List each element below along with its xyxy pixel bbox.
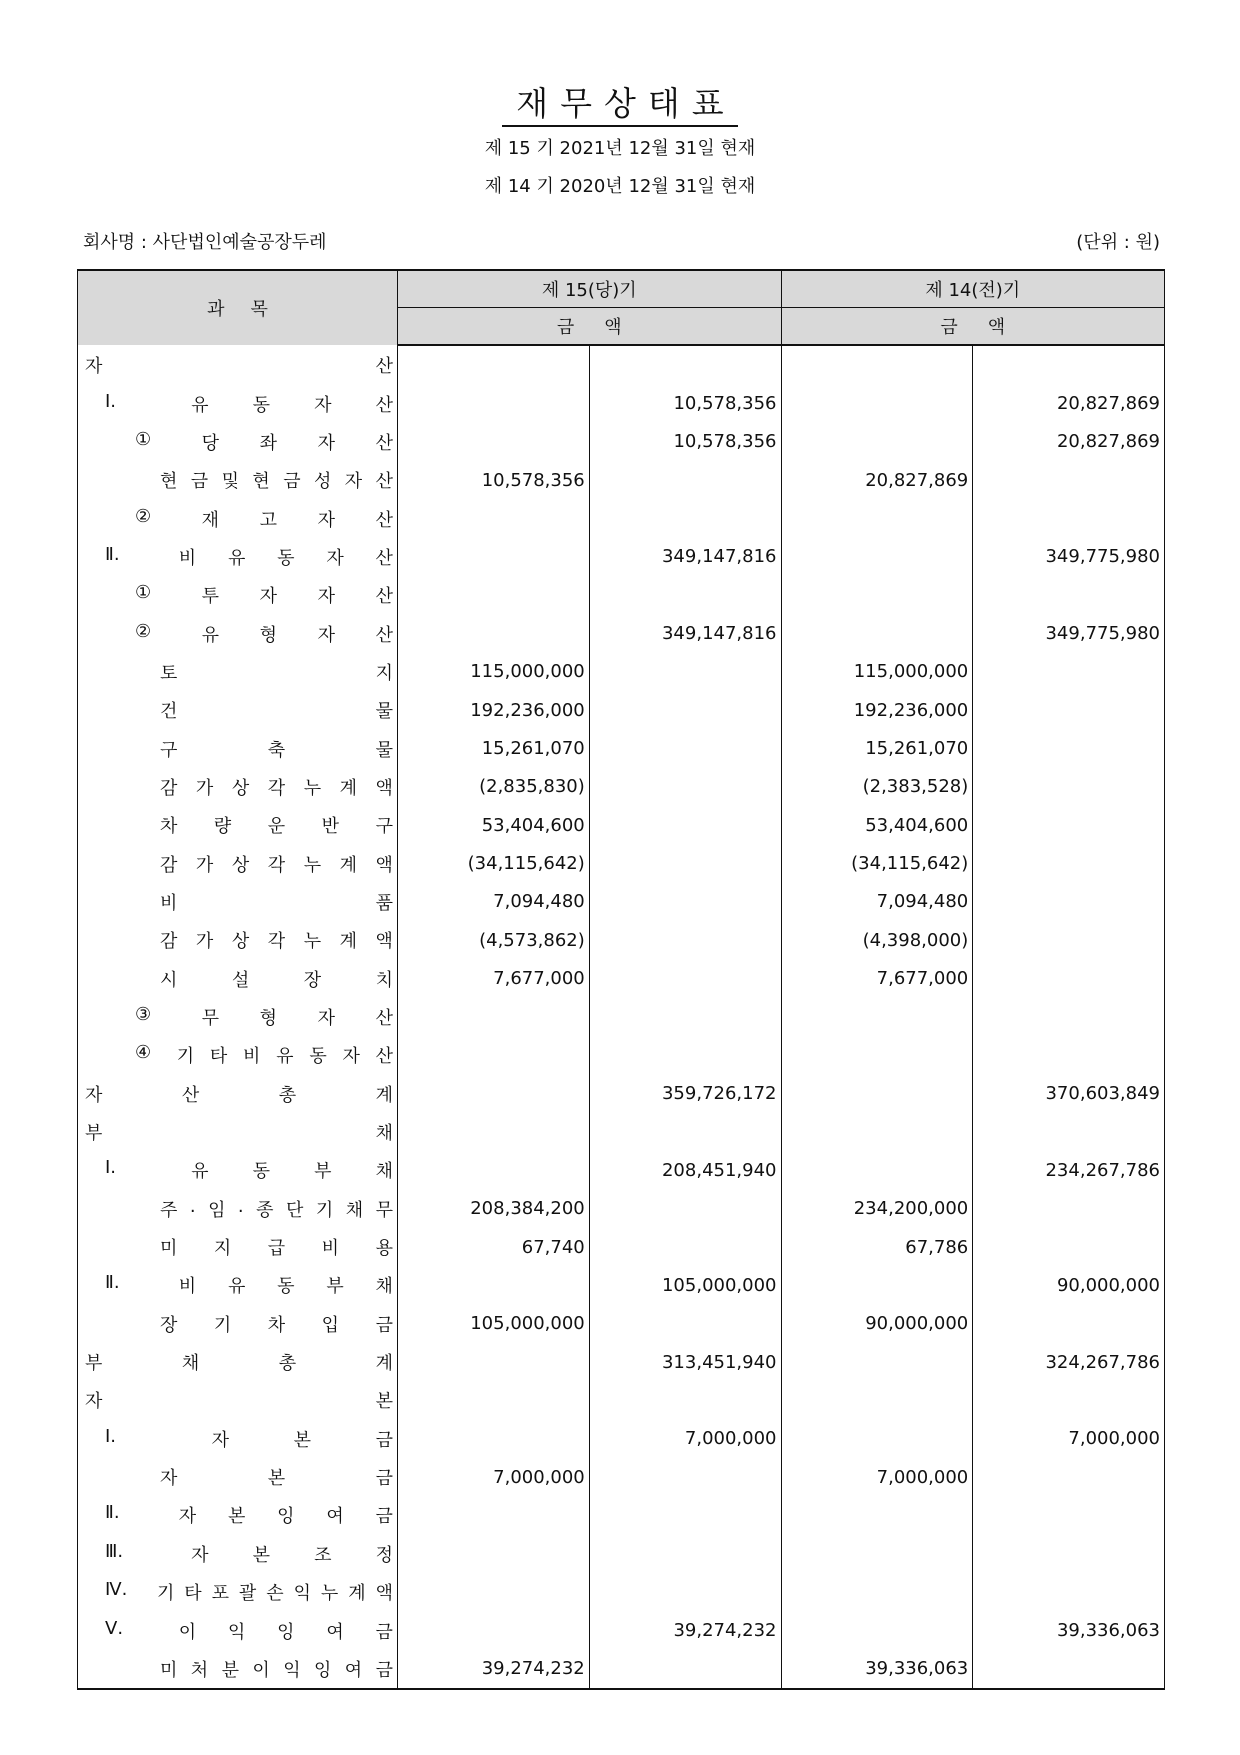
prior-total-amount: 349,775,980 — [973, 614, 1165, 652]
account-label: ② 유 형 자 산 — [135, 620, 393, 646]
current-detail-amount — [398, 423, 590, 461]
account-label: 부 채 — [85, 1123, 393, 1145]
table-row — [78, 1573, 1165, 1611]
prior-detail-amount — [781, 576, 973, 614]
account-label: 비 품 — [160, 892, 393, 914]
current-detail-amount: 115,000,000 — [398, 653, 590, 691]
prior-detail-amount — [781, 1151, 973, 1189]
current-detail-amount — [398, 1535, 590, 1573]
table-row — [78, 1535, 1165, 1573]
account-cell — [78, 461, 398, 499]
account-label: 감 가 상 각 누 계 액 — [160, 931, 393, 953]
table-row — [78, 1650, 1165, 1689]
current-total-amount — [589, 768, 781, 806]
prior-detail-amount — [781, 499, 973, 537]
prior-detail-amount — [781, 1611, 973, 1649]
prior-total-amount: 20,827,869 — [973, 423, 1165, 461]
current-total-amount — [589, 729, 781, 767]
account-prefix: Ⅴ. — [105, 1617, 124, 1639]
account-prefix: Ⅱ. — [105, 1272, 120, 1294]
account-cell — [78, 1573, 398, 1611]
account-prefix: ② — [135, 620, 152, 642]
current-detail-amount: 53,404,600 — [398, 806, 590, 844]
account-label: 장 기 차 입 금 — [160, 1314, 393, 1336]
account-label: 미 지 급 비 용 — [160, 1238, 393, 1260]
account-cell — [78, 614, 398, 652]
current-detail-amount: 7,000,000 — [398, 1458, 590, 1496]
company-name: 회사명 : 사단법인예술공장두레 — [83, 232, 327, 253]
account-prefix: Ⅱ. — [105, 1502, 120, 1524]
prior-total-amount — [973, 921, 1165, 959]
account-cell — [78, 883, 398, 921]
prior-detail-amount: 192,236,000 — [781, 691, 973, 729]
table-row — [78, 1381, 1165, 1419]
prior-total-amount — [973, 883, 1165, 921]
current-detail-amount: 208,384,200 — [398, 1190, 590, 1228]
current-detail-amount — [398, 614, 590, 652]
prior-detail-amount: (4,398,000) — [781, 921, 973, 959]
current-total-amount — [589, 1305, 781, 1343]
account-cell — [78, 1420, 398, 1458]
current-detail-amount — [398, 1343, 590, 1381]
current-detail-amount — [398, 1611, 590, 1649]
current-detail-amount: 15,261,070 — [398, 729, 590, 767]
prior-detail-amount: 234,200,000 — [781, 1190, 973, 1228]
current-total-amount — [589, 653, 781, 691]
prior-detail-amount — [781, 1535, 973, 1573]
current-detail-amount — [398, 1381, 590, 1419]
account-label: Ⅱ. 비 유 동 부 채 — [105, 1272, 393, 1298]
account-prefix: Ⅰ. — [105, 1425, 117, 1447]
current-detail-amount — [398, 576, 590, 614]
current-detail-amount: 39,274,232 — [398, 1650, 590, 1689]
account-cell — [78, 345, 398, 384]
table-row — [78, 806, 1165, 844]
prior-total-amount — [973, 1496, 1165, 1534]
table-row — [78, 1075, 1165, 1113]
prior-detail-amount: 20,827,869 — [781, 461, 973, 499]
account-cell — [78, 921, 398, 959]
prior-period-header: 제 14(전)기 — [781, 270, 1165, 308]
current-total-amount — [589, 1381, 781, 1419]
account-cell — [78, 1381, 398, 1419]
account-cell — [78, 998, 398, 1036]
table-row — [78, 768, 1165, 806]
current-period-header: 제 15(당)기 — [398, 270, 782, 308]
prior-total-amount — [973, 1113, 1165, 1151]
account-label: Ⅴ. 이 익 잉 여 금 — [105, 1617, 393, 1643]
prior-detail-amount: 115,000,000 — [781, 653, 973, 691]
prior-detail-amount: 90,000,000 — [781, 1305, 973, 1343]
prior-total-amount: 370,603,849 — [973, 1075, 1165, 1113]
current-total-amount — [589, 499, 781, 537]
account-label: 자 본 — [85, 1391, 393, 1413]
prior-period-date: 제 14 기 2020년 12월 31일 현재 — [484, 176, 756, 197]
account-label: ① 당 좌 자 산 — [135, 428, 393, 454]
prior-total-amount — [973, 1458, 1165, 1496]
account-label: 부 채 총 계 — [85, 1353, 393, 1375]
account-cell — [78, 1496, 398, 1534]
current-amount-header: 금액 — [398, 308, 782, 346]
account-label: 자 본 금 — [160, 1468, 393, 1490]
prior-total-amount — [973, 768, 1165, 806]
current-total-amount — [589, 1573, 781, 1611]
table-row — [78, 1190, 1165, 1228]
prior-total-amount: 324,267,786 — [973, 1343, 1165, 1381]
prior-total-amount — [973, 806, 1165, 844]
prior-detail-amount — [781, 384, 973, 422]
account-prefix: ① — [135, 582, 152, 604]
account-cell — [78, 1113, 398, 1151]
table-row — [78, 1420, 1165, 1458]
prior-total-amount — [973, 960, 1165, 998]
prior-detail-amount — [781, 1420, 973, 1458]
account-label: 현 금 및 현 금 성 자 산 — [160, 471, 393, 493]
account-cell — [78, 653, 398, 691]
current-total-amount: 208,451,940 — [589, 1151, 781, 1189]
account-label: 감 가 상 각 누 계 액 — [160, 854, 393, 876]
current-detail-amount — [398, 1075, 590, 1113]
current-detail-amount — [398, 1151, 590, 1189]
current-detail-amount: (2,835,830) — [398, 768, 590, 806]
account-cell — [78, 691, 398, 729]
account-cell — [78, 499, 398, 537]
prior-detail-amount — [781, 1381, 973, 1419]
table-row — [78, 614, 1165, 652]
prior-detail-amount — [781, 1496, 973, 1534]
prior-total-amount — [973, 1381, 1165, 1419]
table-row — [78, 883, 1165, 921]
table-row — [78, 1228, 1165, 1266]
account-cell — [78, 538, 398, 576]
table-row — [78, 1036, 1165, 1074]
table-row — [78, 538, 1165, 576]
prior-total-amount — [973, 345, 1165, 384]
current-total-amount — [589, 1458, 781, 1496]
prior-detail-amount: 7,000,000 — [781, 1458, 973, 1496]
prior-total-amount — [973, 1036, 1165, 1074]
table-row — [78, 998, 1165, 1036]
current-total-amount: 39,274,232 — [589, 1611, 781, 1649]
account-label: 토 지 — [160, 662, 393, 684]
table-row — [78, 499, 1165, 537]
prior-detail-amount — [781, 423, 973, 461]
prior-total-amount: 349,775,980 — [973, 538, 1165, 576]
current-detail-amount — [398, 1573, 590, 1611]
account-label: Ⅲ. 자 본 조 정 — [105, 1540, 393, 1566]
prior-detail-amount: 15,261,070 — [781, 729, 973, 767]
account-cell — [78, 1458, 398, 1496]
table-row — [78, 1266, 1165, 1304]
prior-total-amount — [973, 576, 1165, 614]
current-total-amount: 10,578,356 — [589, 384, 781, 422]
account-label: Ⅱ. 자 본 잉 여 금 — [105, 1502, 393, 1528]
current-detail-amount — [398, 1036, 590, 1074]
current-total-amount — [589, 345, 781, 384]
prior-total-amount — [973, 1650, 1165, 1689]
account-label: ④ 기 타 비 유 동 자 산 — [135, 1042, 393, 1068]
account-cell — [78, 1611, 398, 1649]
account-label: Ⅱ. 비 유 동 자 산 — [105, 543, 393, 569]
current-total-amount — [589, 1190, 781, 1228]
current-total-amount — [589, 576, 781, 614]
current-detail-amount: (34,115,642) — [398, 844, 590, 882]
current-total-amount — [589, 883, 781, 921]
account-cell — [78, 960, 398, 998]
current-total-amount: 349,147,816 — [589, 538, 781, 576]
prior-total-amount: 20,827,869 — [973, 384, 1165, 422]
current-total-amount — [589, 1113, 781, 1151]
prior-total-amount — [973, 691, 1165, 729]
prior-total-amount: 234,267,786 — [973, 1151, 1165, 1189]
table-row — [78, 1496, 1165, 1534]
prior-detail-amount — [781, 1266, 973, 1304]
prior-detail-amount: (34,115,642) — [781, 844, 973, 882]
account-prefix: Ⅱ. — [105, 543, 120, 565]
table-row — [78, 1113, 1165, 1151]
prior-detail-amount — [781, 1113, 973, 1151]
prior-detail-amount — [781, 1343, 973, 1381]
account-cell — [78, 1075, 398, 1113]
current-detail-amount — [398, 998, 590, 1036]
current-total-amount — [589, 921, 781, 959]
account-prefix: Ⅳ. — [105, 1579, 128, 1601]
current-total-amount — [589, 1650, 781, 1689]
prior-detail-amount — [781, 538, 973, 576]
table-row — [78, 691, 1165, 729]
account-cell — [78, 729, 398, 767]
account-cell — [78, 1535, 398, 1573]
current-detail-amount — [398, 345, 590, 384]
prior-detail-amount: 7,094,480 — [781, 883, 973, 921]
current-total-amount: 7,000,000 — [589, 1420, 781, 1458]
currency-unit: (단위 : 원) — [1076, 232, 1160, 253]
current-detail-amount — [398, 499, 590, 537]
prior-total-amount — [973, 1305, 1165, 1343]
account-cell — [78, 768, 398, 806]
prior-total-amount — [973, 729, 1165, 767]
account-label: ① 투 자 자 산 — [135, 582, 393, 608]
account-prefix: Ⅰ. — [105, 1157, 117, 1179]
account-cell — [78, 1036, 398, 1074]
current-total-amount — [589, 998, 781, 1036]
current-detail-amount: 67,740 — [398, 1228, 590, 1266]
account-label: ② 재 고 자 산 — [135, 505, 393, 531]
account-label: Ⅰ. 유 동 부 채 — [105, 1157, 393, 1183]
table-row — [78, 461, 1165, 499]
current-total-amount — [589, 1496, 781, 1534]
prior-detail-amount — [781, 345, 973, 384]
prior-total-amount — [973, 1573, 1165, 1611]
current-detail-amount — [398, 538, 590, 576]
current-period-date: 제 15 기 2021년 12월 31일 현재 — [484, 138, 756, 159]
prior-total-amount — [973, 461, 1165, 499]
account-label: 감 가 상 각 누 계 액 — [160, 777, 393, 799]
current-detail-amount: 7,094,480 — [398, 883, 590, 921]
prior-total-amount — [973, 998, 1165, 1036]
current-total-amount — [589, 1036, 781, 1074]
prior-detail-amount — [781, 1573, 973, 1611]
prior-total-amount — [973, 844, 1165, 882]
table-body — [78, 345, 1165, 1689]
account-prefix: ④ — [135, 1042, 152, 1064]
current-detail-amount — [398, 384, 590, 422]
current-total-amount — [589, 461, 781, 499]
prior-detail-amount: (2,383,528) — [781, 768, 973, 806]
account-prefix: Ⅲ. — [105, 1540, 124, 1562]
current-detail-amount: 7,677,000 — [398, 960, 590, 998]
current-total-amount — [589, 1535, 781, 1573]
table-row — [78, 1458, 1165, 1496]
account-cell — [78, 1190, 398, 1228]
subject-header: 과목 — [78, 270, 398, 345]
table-row — [78, 1305, 1165, 1343]
account-cell — [78, 1305, 398, 1343]
account-label: 자 산 총 계 — [85, 1084, 393, 1106]
account-cell — [78, 384, 398, 422]
account-cell — [78, 1266, 398, 1304]
balance-sheet-table — [77, 269, 1165, 1690]
account-cell — [78, 806, 398, 844]
table-row — [78, 1151, 1165, 1189]
account-label: 구 축 물 — [160, 739, 393, 761]
account-prefix: ② — [135, 505, 152, 527]
account-cell — [78, 423, 398, 461]
account-label: 차 량 운 반 구 — [160, 816, 393, 838]
account-prefix: ① — [135, 428, 152, 450]
table-row — [78, 576, 1165, 614]
table-row — [78, 1343, 1165, 1381]
account-label: 건 물 — [160, 701, 393, 723]
current-total-amount — [589, 844, 781, 882]
current-total-amount — [589, 806, 781, 844]
current-total-amount: 359,726,172 — [589, 1075, 781, 1113]
account-label: Ⅰ. 유 동 자 산 — [105, 390, 393, 416]
prior-detail-amount: 53,404,600 — [781, 806, 973, 844]
prior-detail-amount — [781, 1075, 973, 1113]
prior-total-amount — [973, 1535, 1165, 1573]
account-cell — [78, 1228, 398, 1266]
account-cell — [78, 576, 398, 614]
account-cell — [78, 844, 398, 882]
table-row — [78, 384, 1165, 422]
current-total-amount: 349,147,816 — [589, 614, 781, 652]
prior-amount-header: 금액 — [781, 308, 1165, 346]
document-title: 재무상태표 — [0, 78, 1240, 125]
prior-detail-amount: 7,677,000 — [781, 960, 973, 998]
current-total-amount — [589, 691, 781, 729]
table-row — [78, 423, 1165, 461]
current-total-amount — [589, 1228, 781, 1266]
current-total-amount: 10,578,356 — [589, 423, 781, 461]
current-total-amount: 313,451,940 — [589, 1343, 781, 1381]
account-label: 미 처 분 이 익 잉 여 금 — [160, 1659, 393, 1681]
prior-total-amount: 39,336,063 — [973, 1611, 1165, 1649]
current-detail-amount — [398, 1420, 590, 1458]
prior-detail-amount — [781, 1036, 973, 1074]
current-detail-amount — [398, 1113, 590, 1151]
account-label: 자 산 — [85, 355, 393, 377]
prior-detail-amount: 67,786 — [781, 1228, 973, 1266]
current-detail-amount — [398, 1266, 590, 1304]
current-detail-amount — [398, 1496, 590, 1534]
table-row — [78, 960, 1165, 998]
prior-total-amount — [973, 1190, 1165, 1228]
table-row — [78, 653, 1165, 691]
account-label: ③ 무 형 자 산 — [135, 1004, 393, 1030]
current-total-amount — [589, 960, 781, 998]
current-detail-amount: (4,573,862) — [398, 921, 590, 959]
account-label: Ⅳ. 기 타 포 괄 손 익 누 계 액 — [105, 1579, 393, 1605]
table-row — [78, 345, 1165, 384]
account-label: Ⅰ. 자 본 금 — [105, 1425, 393, 1451]
table-row — [78, 844, 1165, 882]
current-detail-amount: 192,236,000 — [398, 691, 590, 729]
table-row — [78, 921, 1165, 959]
account-cell — [78, 1343, 398, 1381]
prior-total-amount: 90,000,000 — [973, 1266, 1165, 1304]
current-detail-amount: 10,578,356 — [398, 461, 590, 499]
current-detail-amount: 105,000,000 — [398, 1305, 590, 1343]
prior-total-amount: 7,000,000 — [973, 1420, 1165, 1458]
prior-detail-amount — [781, 614, 973, 652]
table-row — [78, 1611, 1165, 1649]
current-total-amount: 105,000,000 — [589, 1266, 781, 1304]
account-label: 주 . 임 . 종 단 기 채 무 — [160, 1195, 393, 1221]
account-prefix: ③ — [135, 1004, 152, 1026]
account-cell — [78, 1650, 398, 1689]
table-header — [78, 270, 1165, 345]
prior-detail-amount: 39,336,063 — [781, 1650, 973, 1689]
account-label: 시 설 장 치 — [160, 969, 393, 991]
prior-total-amount — [973, 499, 1165, 537]
prior-detail-amount — [781, 998, 973, 1036]
account-prefix: Ⅰ. — [105, 390, 117, 412]
table-row — [78, 729, 1165, 767]
prior-total-amount — [973, 653, 1165, 691]
prior-total-amount — [973, 1228, 1165, 1266]
account-cell — [78, 1151, 398, 1189]
